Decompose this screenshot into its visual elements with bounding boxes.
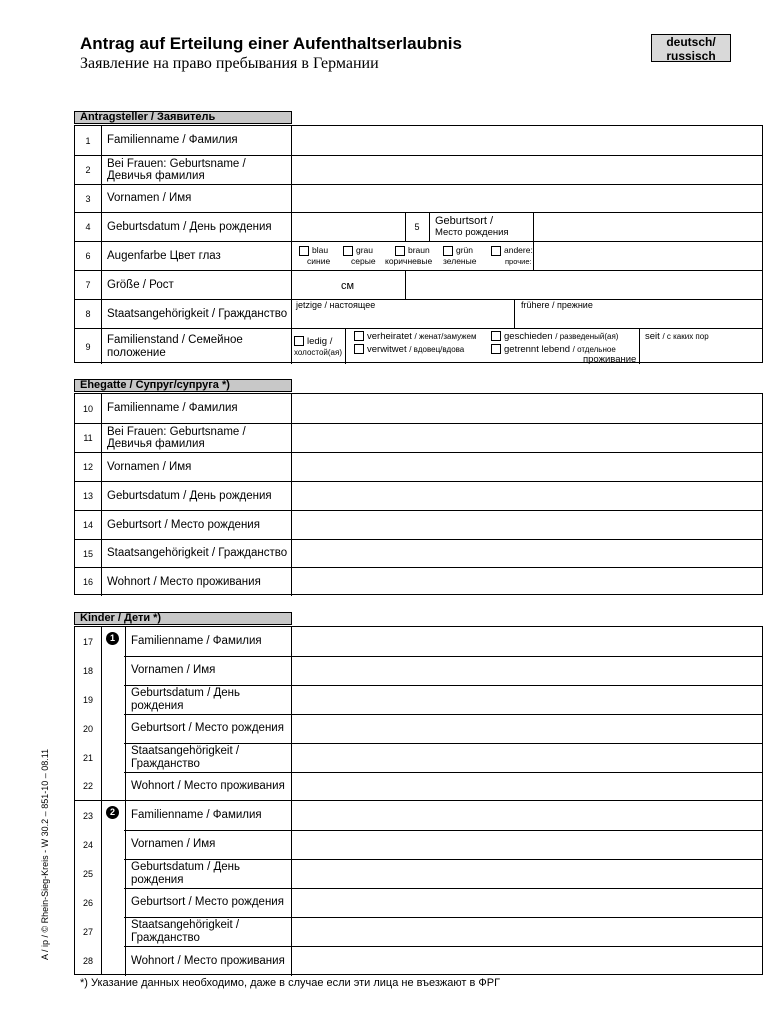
table-row (75, 126, 762, 155)
row-label: Wohnort / Место проживания (101, 568, 292, 596)
checkbox-grau[interactable] (343, 246, 353, 256)
seit-label-ru: / с каких пор (662, 332, 709, 341)
divider (429, 213, 430, 241)
child-field-25[interactable] (292, 859, 762, 888)
birthplace-label (435, 215, 509, 239)
divider (345, 329, 346, 364)
geburtsname-field[interactable] (292, 156, 762, 184)
row-number: 15 (82, 548, 93, 559)
row-label: Geburtsort / Место рождения (125, 888, 292, 917)
child-field-17[interactable] (292, 627, 762, 656)
spouse-staatsangehoerigkeit-field[interactable] (292, 540, 762, 567)
option-label: geschieden (504, 331, 553, 342)
section-children-title: Kinder / Дети *) (74, 612, 292, 625)
option-label: grün (456, 245, 474, 255)
marital-ledig (294, 336, 342, 358)
option-label-ru: коричневые (385, 256, 433, 266)
table-row (75, 859, 762, 888)
row-number: 21 (82, 752, 93, 763)
staatsangehoerigkeit-fruehere-field[interactable] (515, 300, 762, 328)
geburtsdatum-field[interactable] (292, 213, 405, 241)
row-label: Familienname / Фамилия (125, 627, 292, 656)
table-row (75, 743, 762, 772)
child-field-19[interactable] (292, 685, 762, 714)
spouse-geburtsdatum-field[interactable] (292, 482, 762, 510)
row-label: Wohnort / Место проживания (125, 772, 292, 800)
row-number: 10 (82, 403, 93, 414)
row-number: 23 (82, 810, 93, 821)
table-row (75, 394, 762, 423)
row-label: Geburtsort / Место рождения (101, 511, 292, 539)
row-number: 6 (85, 251, 91, 261)
marital-getrennt-ru2: проживание (583, 354, 637, 365)
birthplace-label-de: Geburtsort / (435, 215, 494, 227)
child-field-28[interactable] (292, 946, 762, 976)
table-row (75, 328, 762, 364)
child-2-marker-icon: 2 (106, 806, 119, 819)
row-number: 25 (82, 868, 93, 879)
row-number: 20 (82, 723, 93, 734)
row-label: Größe / Рост (101, 271, 292, 299)
row-number: 28 (82, 956, 93, 966)
option-label-ru: холостой(ая) (294, 348, 342, 357)
table-row (75, 155, 762, 184)
seit-label: seit (645, 331, 660, 342)
row-label: Staatsangehörigkeit / Гражданство (125, 917, 292, 946)
child-1-marker-icon: 1 (106, 632, 119, 645)
checkbox-ledig[interactable] (294, 336, 304, 346)
side-note: A / ip / © Rhein-Sieg-Kreis - W 30.2 – 851-10 – 08.11 (40, 748, 50, 960)
row-number: 5 (414, 222, 420, 232)
section-applicant-title: Antragsteller / Заявитель (74, 111, 292, 124)
option-label-ru: прочие: (505, 257, 532, 266)
row-label: Staatsangehörigkeit / Гражданство (125, 743, 292, 772)
table-row (75, 627, 762, 656)
footnote: *) Указание данных необходимо, даже в случае если эти лица не въезжают в ФРГ (80, 977, 501, 989)
spouse-vornamen-field[interactable] (292, 453, 762, 481)
option-label: blau (312, 245, 329, 255)
row-label: Geburtsdatum / День рождения (125, 685, 292, 714)
table-row (75, 452, 762, 481)
row-label: Bei Frauen: Geburtsname / Девичья фамилия (101, 156, 292, 184)
row-label: Bei Frauen: Geburtsname / Девичья фамилия (101, 424, 292, 452)
child-field-21[interactable] (292, 743, 762, 772)
language-line-1: deutsch/ (666, 35, 716, 49)
table-row (75, 270, 762, 299)
row-number: 27 (82, 926, 93, 937)
row-number: 14 (82, 520, 93, 530)
option-label: verwitwet (367, 344, 407, 355)
row-number: 26 (82, 897, 93, 908)
citizenship-current-label: jetzige / настоящее (296, 300, 376, 310)
andere-augenfarbe-field[interactable] (534, 242, 762, 270)
citizenship-former-label: frühere / прежние (521, 300, 593, 310)
row-number: 13 (82, 491, 93, 501)
option-label-ru: / женат/замужем (414, 332, 477, 341)
row-label: Familienstand / Семейное положение (101, 329, 292, 364)
child-field-18[interactable] (292, 656, 762, 685)
applicant-table (74, 125, 763, 363)
option-label: braun (408, 245, 430, 255)
checkbox-geschieden[interactable] (491, 331, 501, 341)
table-row (75, 212, 762, 241)
row-label: Vornamen / Имя (125, 656, 292, 685)
row-label: Vornamen / Имя (101, 185, 292, 212)
table-row (75, 946, 762, 976)
table-row (75, 423, 762, 452)
option-label: getrennt lebend (504, 344, 571, 355)
height-extra-field[interactable] (406, 271, 762, 299)
table-row (75, 567, 762, 596)
row-number: 1 (85, 135, 91, 146)
marital-geschieden (491, 331, 618, 342)
row-number: 11 (83, 433, 93, 443)
familienname-field[interactable] (292, 126, 762, 155)
option-label-ru: серые (351, 256, 376, 266)
child-field-20[interactable] (292, 714, 762, 743)
language-line-2: russisch (666, 49, 716, 63)
row-number: 18 (82, 665, 93, 676)
vornamen-field[interactable] (292, 185, 762, 212)
option-label: grau (356, 245, 374, 255)
table-row (75, 830, 762, 859)
checkbox-verheiratet[interactable] (354, 331, 364, 341)
seit-field[interactable] (640, 329, 762, 364)
eye-color-gruen (443, 245, 476, 267)
staatsangehoerigkeit-jetzige-field[interactable] (292, 300, 514, 328)
spouse-geburtsname-field[interactable] (292, 424, 762, 452)
table-row (75, 481, 762, 510)
row-label: Familienname / Фамилия (101, 126, 292, 155)
eye-color-blau (299, 245, 330, 267)
row-number: 9 (85, 341, 91, 352)
table-row (75, 772, 762, 800)
table-row (75, 539, 762, 567)
checkbox-gruen[interactable] (443, 246, 453, 256)
row-label: Staatsangehörigkeit / Гражданство (101, 300, 292, 328)
spouse-table (74, 393, 763, 595)
section-spouse-title: Ehegatte / Супруг/супруга *) (74, 379, 292, 392)
eye-color-braun (385, 245, 432, 267)
row-label: Geburtsdatum / День рождения (125, 859, 292, 888)
marital-verwitwet (354, 344, 464, 355)
eye-color-grau (343, 245, 376, 267)
height-unit: см (341, 280, 355, 292)
row-number: 4 (85, 222, 91, 232)
row-number: 8 (85, 309, 91, 319)
spouse-wohnort-field[interactable] (292, 568, 762, 596)
row-label: Vornamen / Имя (125, 830, 292, 859)
checkbox-getrennt[interactable] (491, 344, 501, 354)
checkbox-verwitwet[interactable] (354, 344, 364, 354)
table-row (75, 801, 762, 830)
table-row (75, 184, 762, 212)
row-number: 22 (82, 781, 93, 791)
row-number: 16 (82, 577, 93, 587)
option-label-ru: / разведеный(ая) (555, 332, 619, 341)
table-row (75, 510, 762, 539)
marital-verheiratet (354, 331, 476, 342)
child-field-24[interactable] (292, 830, 762, 859)
language-badge (651, 34, 731, 62)
option-label: andere: (504, 245, 533, 255)
row-label: Familienname / Фамилия (101, 394, 292, 423)
row-label: Staatsangehörigkeit / Гражданство (101, 540, 292, 567)
table-row (75, 656, 762, 685)
geburtsort-field[interactable] (534, 213, 762, 241)
row-number: 7 (85, 280, 91, 290)
option-label: verheiratet (367, 331, 412, 342)
spouse-geburtsort-field[interactable] (292, 511, 762, 539)
option-label-ru: / отдельное (572, 345, 616, 354)
spouse-familienname-field[interactable] (292, 394, 762, 423)
row-number: 12 (82, 462, 93, 472)
table-row (75, 888, 762, 917)
form-subtitle: Заявление на право пребывания в Германии (80, 55, 379, 72)
row-label: Geburtsdatum / День рождения (101, 482, 292, 510)
row-label: Geburtsdatum / День рождения (101, 213, 292, 241)
option-label-ru: зеленые (443, 256, 477, 266)
row-label: Familienname / Фамилия (125, 801, 292, 830)
row-number: 19 (82, 694, 93, 705)
row-number: 3 (85, 193, 91, 204)
table-row (75, 299, 762, 328)
checkbox-braun[interactable] (395, 246, 405, 256)
option-label-ru: синие (307, 256, 331, 266)
child-field-26[interactable] (292, 888, 762, 917)
table-row (75, 917, 762, 946)
child-field-27[interactable] (292, 917, 762, 946)
child-field-23[interactable] (292, 801, 762, 830)
table-row (75, 714, 762, 743)
birthplace-label-ru: Место рождения (435, 227, 509, 238)
row-label: Geburtsort / Место рождения (125, 714, 292, 743)
row-label: Augenfarbe Цвет глаз (101, 242, 292, 270)
row-number: 2 (85, 165, 91, 175)
checkbox-blau[interactable] (299, 246, 309, 256)
row-label: Wohnort / Место проживания (125, 946, 292, 976)
eye-color-andere (491, 245, 533, 267)
table-row (75, 241, 762, 270)
row-label: Vornamen / Имя (101, 453, 292, 481)
row-number: 24 (82, 839, 93, 850)
checkbox-andere[interactable] (491, 246, 501, 256)
child-field-22[interactable] (292, 772, 762, 800)
option-label: ledig / (307, 336, 333, 347)
row-number: 17 (82, 636, 93, 647)
option-label-ru: / вдовец/вдова (409, 345, 465, 354)
form-title: Antrag auf Erteilung einer Aufenthaltserlaubnis (80, 34, 462, 53)
table-row (75, 685, 762, 714)
